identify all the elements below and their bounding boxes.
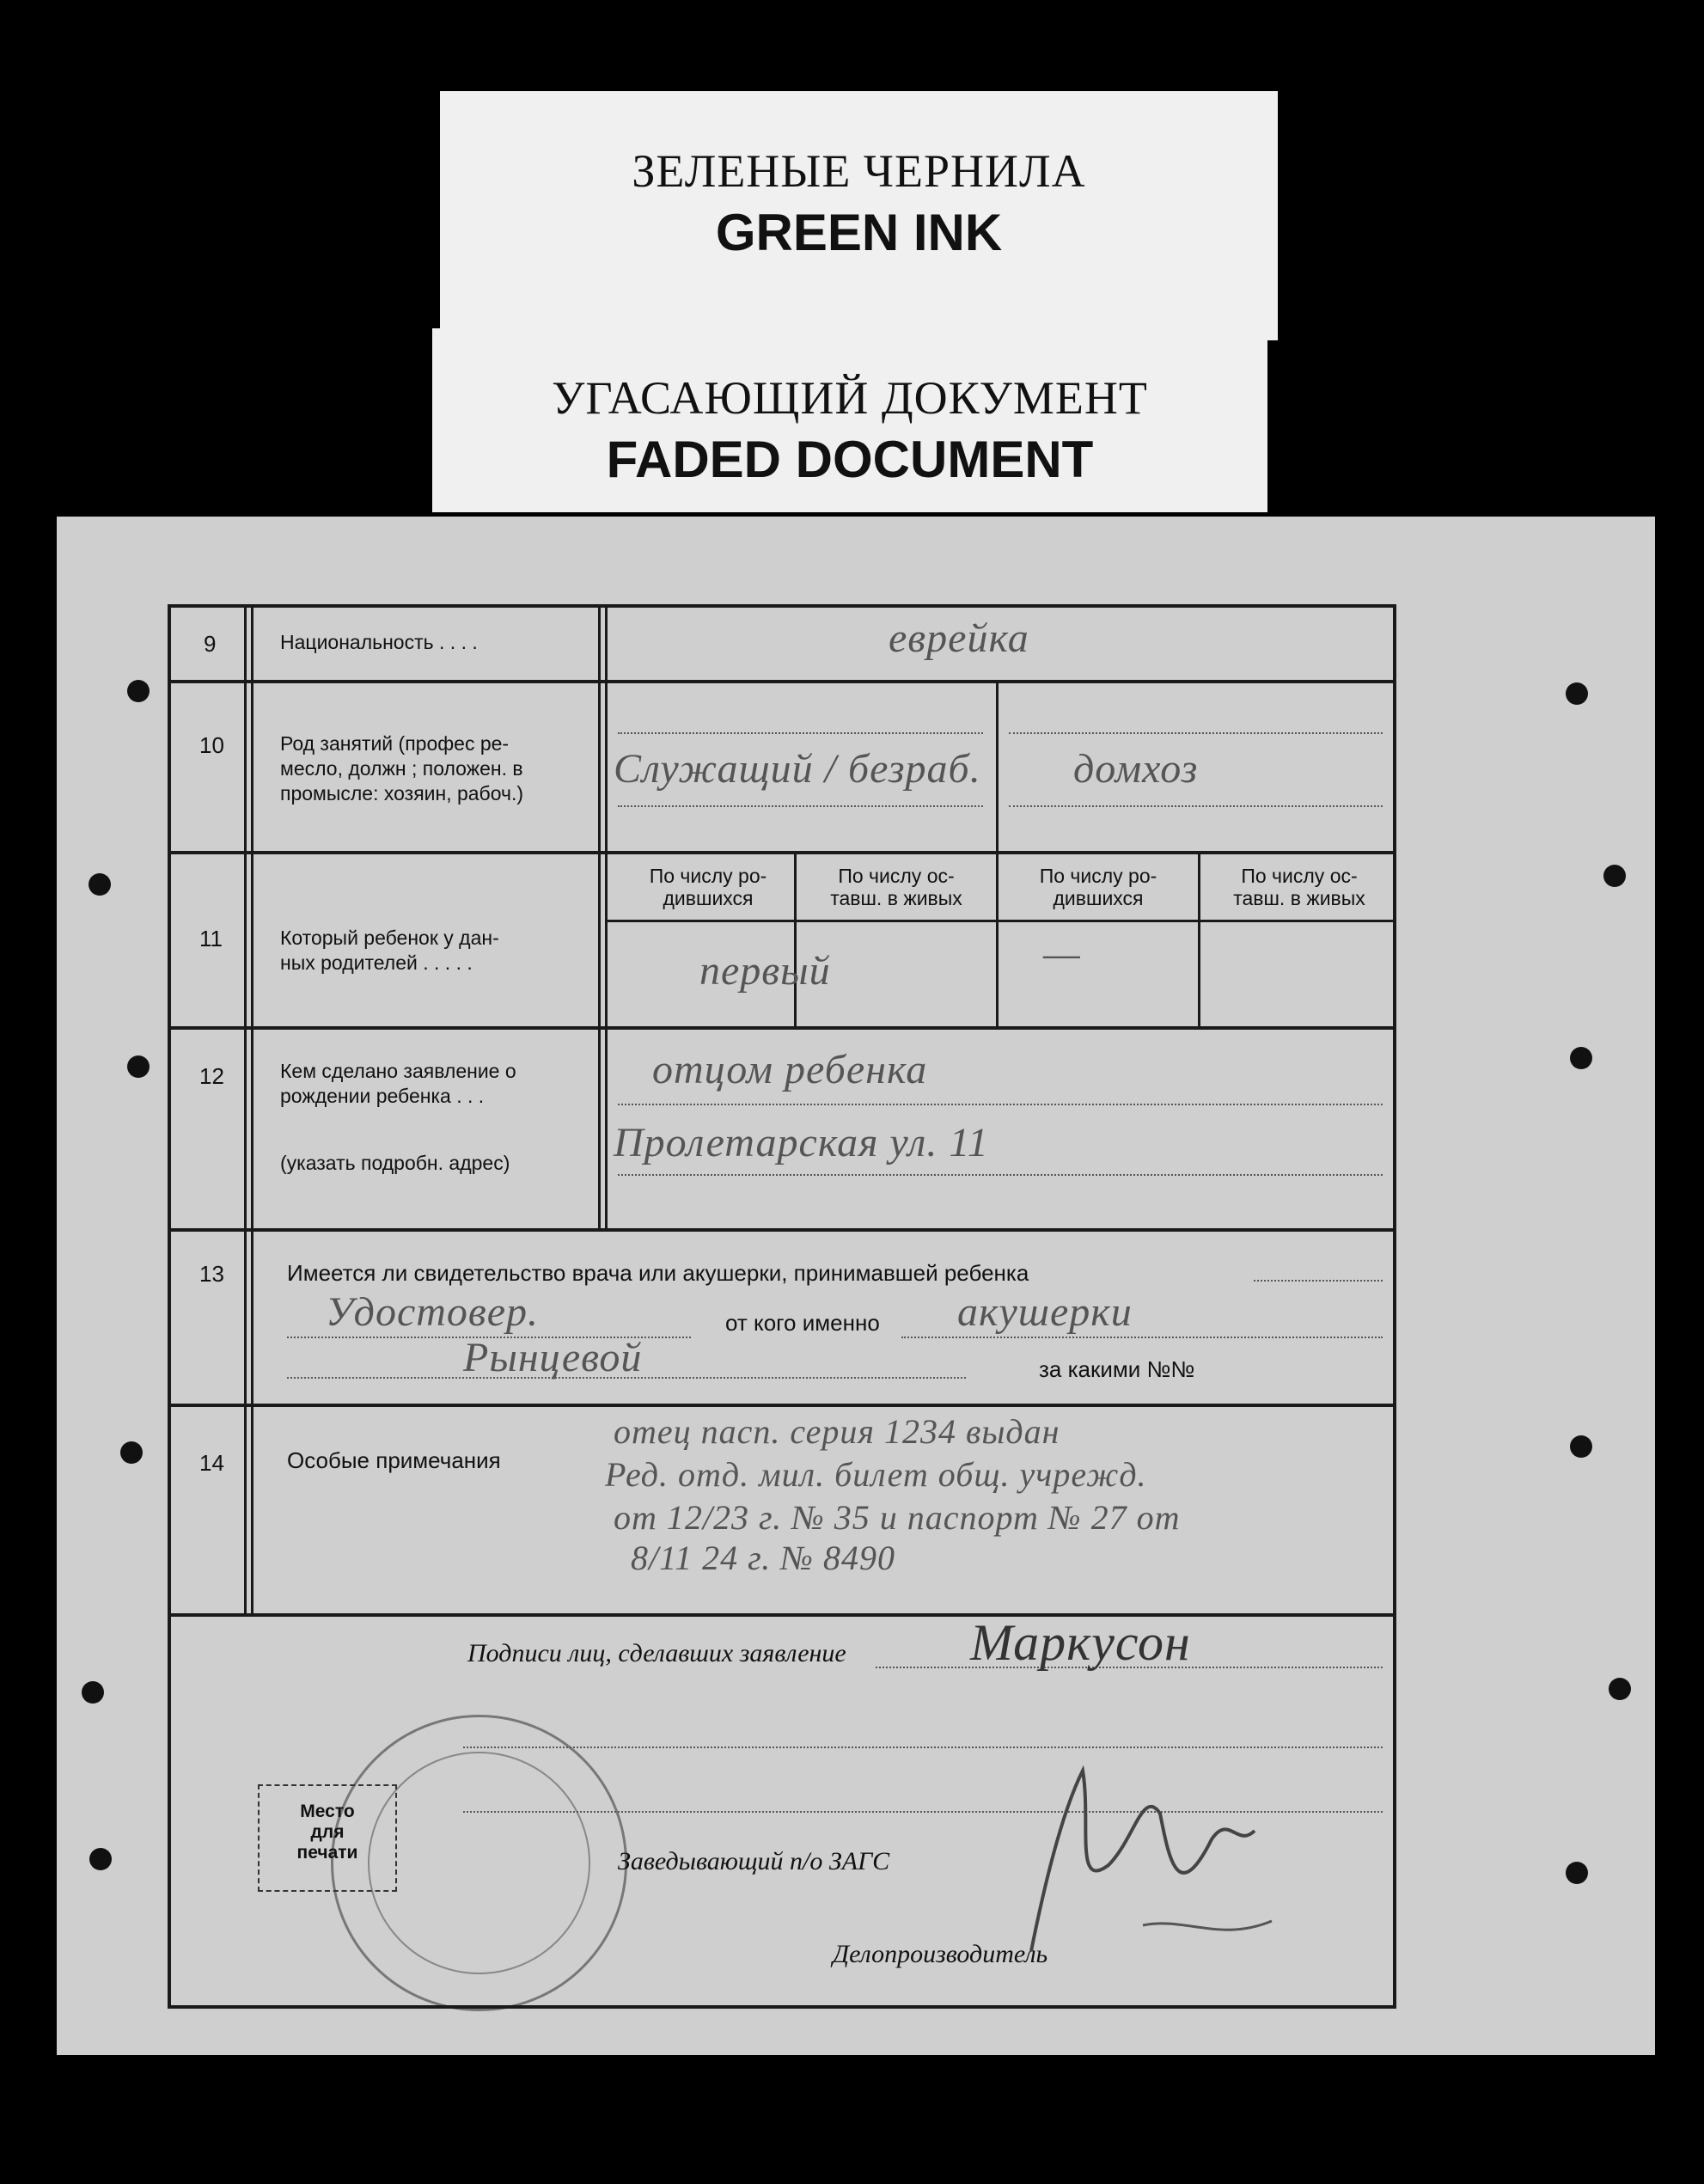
row-10-label-1: Род занятий (профес ре- (280, 732, 510, 755)
row-10-value-2: домхоз (1073, 746, 1199, 792)
row-13-value-2: акушерки (957, 1289, 1133, 1335)
punch-hole (1570, 1435, 1592, 1458)
punch-hole (82, 1681, 104, 1704)
green-ink-label (440, 91, 1278, 340)
green-ink-en-text: GREEN INK (715, 204, 1003, 261)
punch-hole (1566, 1862, 1588, 1884)
row-12-value-2: Пролетарская ул. 11 (614, 1120, 989, 1165)
row-13-value-1: Удостовер. (326, 1289, 540, 1335)
row-13-value-3: Рынцевой (463, 1335, 643, 1380)
head-signature-scribble (1014, 1736, 1323, 1994)
row-12-value-1: отцом ребенка (652, 1047, 928, 1092)
row-11-col4-header-1: По числу ос- (1241, 865, 1358, 887)
punch-hole (120, 1441, 143, 1464)
row-11-label-1: Который ребенок у дан- (280, 927, 499, 949)
row-12-label-3: (указать подробн. адрес) (280, 1152, 510, 1174)
row-11-col4-header-2: тавш. в живых (1233, 887, 1365, 909)
seal-text-1: Место (300, 1802, 355, 1821)
row-11-col2-header-2: тавш. в живых (830, 887, 962, 909)
row-12-number: 12 (199, 1063, 224, 1089)
row-12-label-2: рождении ребенка . . . (280, 1085, 485, 1107)
row-12-label-1: Кем сделано заявление о (280, 1060, 516, 1082)
punch-hole (89, 1848, 112, 1870)
punch-hole (127, 1055, 150, 1078)
zags-head-label: Заведывающий п/о ЗАГС (618, 1847, 890, 1875)
row-13-from-whom: от кого именно (725, 1310, 880, 1336)
row-11-col3-header-1: По числу ро- (1039, 865, 1157, 887)
punch-hole (1603, 865, 1626, 887)
punch-hole (89, 873, 111, 896)
row-11-label-2: ных родителей . . . . . (280, 951, 473, 974)
row-11-number: 11 (199, 926, 223, 951)
seal-text-3: печати (296, 1843, 358, 1863)
row-13-question: Имеется ли свидетельство врача или акушерки, принимавшей ребенка (287, 1260, 1029, 1286)
row-14-value-4: 8/11 24 г. № 8490 (631, 1539, 895, 1577)
row-14-number: 14 (199, 1450, 224, 1476)
punch-hole (1609, 1678, 1631, 1700)
row-11-value-born-second: — (1043, 931, 1081, 976)
punch-hole (1566, 682, 1588, 705)
applicants-signature-label: Подписи лиц, сделавших заявление (467, 1639, 846, 1667)
row-11-col2-header-1: По числу ос- (838, 865, 955, 887)
seal-placeholder (258, 1784, 397, 1892)
faded-document-ru-text: УГАСАЮЩИЙ ДОКУМЕНТ (552, 372, 1148, 424)
row-10-label-3: промысле: хозяин, рабоч.) (280, 782, 524, 804)
faded-document-en-text: FADED DOCUMENT (606, 431, 1094, 488)
punch-hole (1570, 1047, 1592, 1069)
faded-document-label (432, 328, 1267, 512)
row-11-col1-header-1: По числу ро- (649, 865, 767, 887)
row-14-value-2: Ред. отд. мил. билет общ. учрежд. (605, 1455, 1147, 1494)
row-10-value-1: Служащий / безраб. (614, 746, 981, 792)
row-14-value-3: от 12/23 г. № 35 и паспорт № 27 от (614, 1498, 1181, 1537)
row-14-value-1: отец пасп. серия 1234 выдан (614, 1412, 1060, 1451)
seal-text-2: для (310, 1822, 345, 1842)
row-11-col3-header-2: дившихся (1053, 887, 1144, 909)
row-13-for-which: за какими №№ (1039, 1356, 1195, 1382)
applicant-signature: Маркусон (970, 1614, 1191, 1671)
row-11-value-born: первый (699, 948, 831, 994)
row-10-label-2: месло, должн ; положен. в (280, 757, 523, 780)
row-10-number: 10 (199, 732, 224, 758)
row-14-label: Особые примечания (287, 1447, 501, 1473)
green-ink-ru-text: ЗЕЛЕНЫЕ ЧЕРНИЛА (632, 145, 1086, 197)
row-9-label: Национальность . . . . (280, 631, 478, 653)
row-9-value: еврейка (889, 615, 1029, 661)
row-13-number: 13 (199, 1261, 224, 1287)
punch-hole (127, 680, 150, 702)
row-9-number: 9 (204, 631, 217, 657)
clerk-label: Делопроизводитель (833, 1940, 1048, 1968)
row-11-col1-header-2: дившихся (663, 887, 754, 909)
